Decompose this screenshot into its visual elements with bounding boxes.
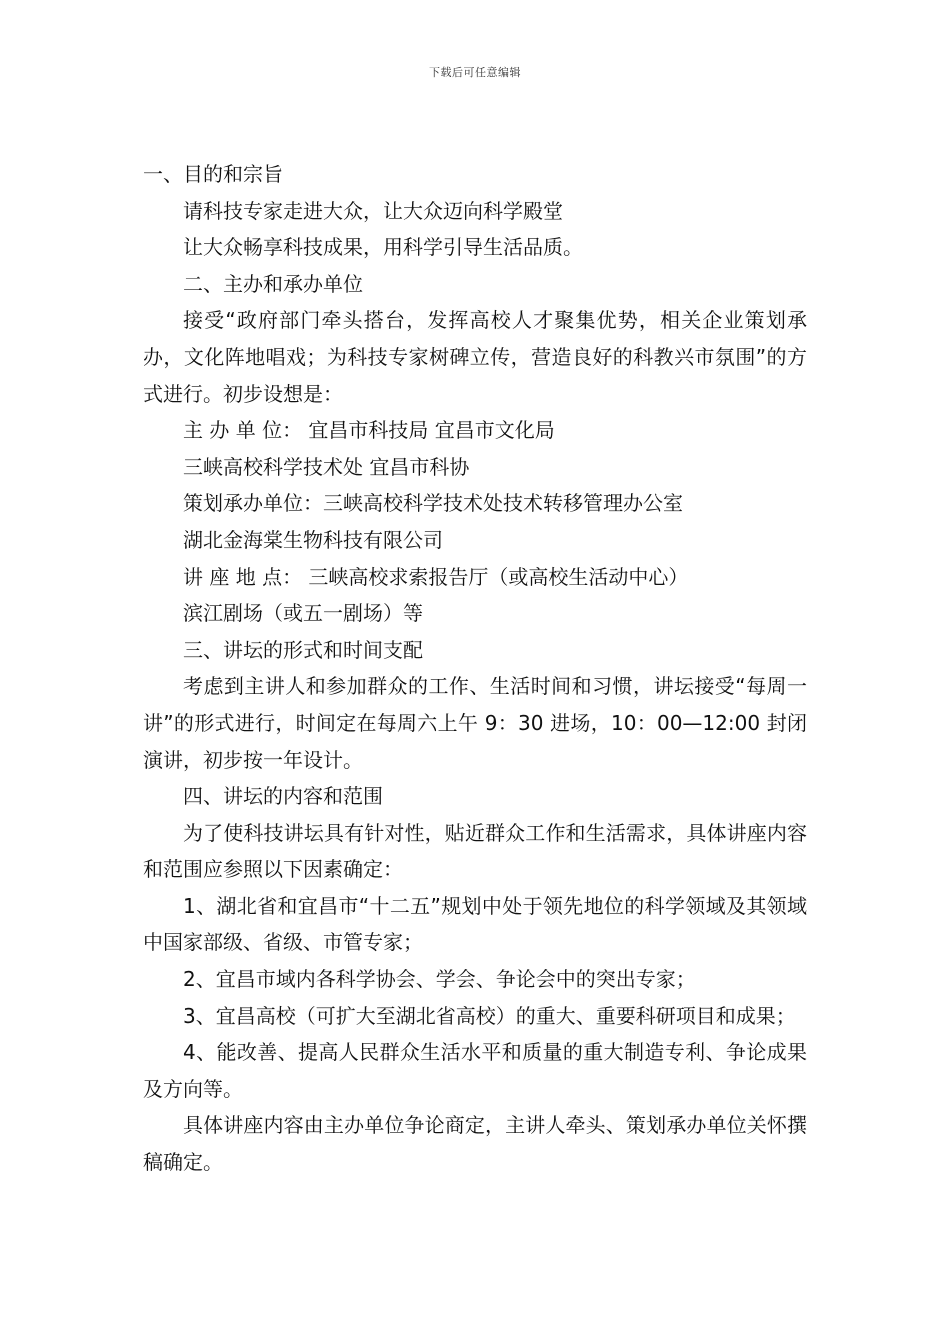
paragraph: 讲 座 地 点： 三峡高校求索报告厅（或高校生活动中心） [183, 564, 689, 589]
document-body [143, 156, 807, 1181]
paragraph: 具体讲座内容由主办单位争论商定，主讲人牵头、策划承办单位关怀撰稿确定。 [143, 1113, 807, 1175]
section-heading-organizers: 二、主办和承办单位 [183, 271, 363, 296]
list-item: 1、湖北省和宜昌市“十二五”规划中处于领先地位的科学领域及其领域中国家部级、省级、市管专家； [143, 893, 807, 955]
section-heading-format: 三、讲坛的形式和时间支配 [183, 637, 423, 662]
paragraph: 为了使科技讲坛具有针对性，贴近群众工作和生活需求，具体讲座内容和范围应参照以下因素确定： [143, 820, 807, 882]
list-item: 2、宜昌市域内各科学协会、学会、争论会中的突出专家； [183, 967, 696, 992]
section-heading-purpose: 一、目的和宗旨 [143, 162, 283, 186]
paragraph: 考虑到主讲人和参加群众的工作、生活时间和习惯，讲坛接受“每周一讲”的形式进行，时间定在每周六上午 9：30 进场，10：00—12:00 封闭演讲，初步按一年设计。 [143, 674, 807, 772]
paragraph: 主 办 单 位： 宜昌市科技局 宜昌市文化局 [183, 418, 555, 443]
paragraph: 滨江剧场（或五一剧场）等 [183, 601, 423, 626]
paragraph: 湖北金海棠生物科技有限公司 [183, 527, 443, 552]
section-heading-content: 四、讲坛的内容和范围 [183, 784, 383, 809]
list-item: 3、宜昌高校（可扩大至湖北省高校）的重大、重要科研项目和成果； [183, 1003, 796, 1028]
list-item: 4、能改善、提高人民群众生活水平和质量的重大制造专利、争论成果及方向等。 [143, 1040, 807, 1101]
paragraph: 策划承办单位：三峡高校科学技术处技术转移管理办公室 [183, 491, 683, 516]
paragraph: 让大众畅享科技成果，用科学引导生活品质。 [183, 235, 583, 260]
paragraph: 请科技专家走进大众，让大众迈向科学殿堂 [183, 198, 563, 223]
paragraph: 三峡高校科学技术处 宜昌市科协 [183, 454, 470, 479]
page-header: 下载后可任意编辑 [429, 66, 521, 79]
paragraph: 接受“政府部门牵头搭台，发挥高校人才聚集优势，相关企业策划承办，文化阵地唱戏；为科技专家树碑立传，营造良好的科教兴市氛围”的方式进行。初步设想是： [143, 308, 807, 406]
